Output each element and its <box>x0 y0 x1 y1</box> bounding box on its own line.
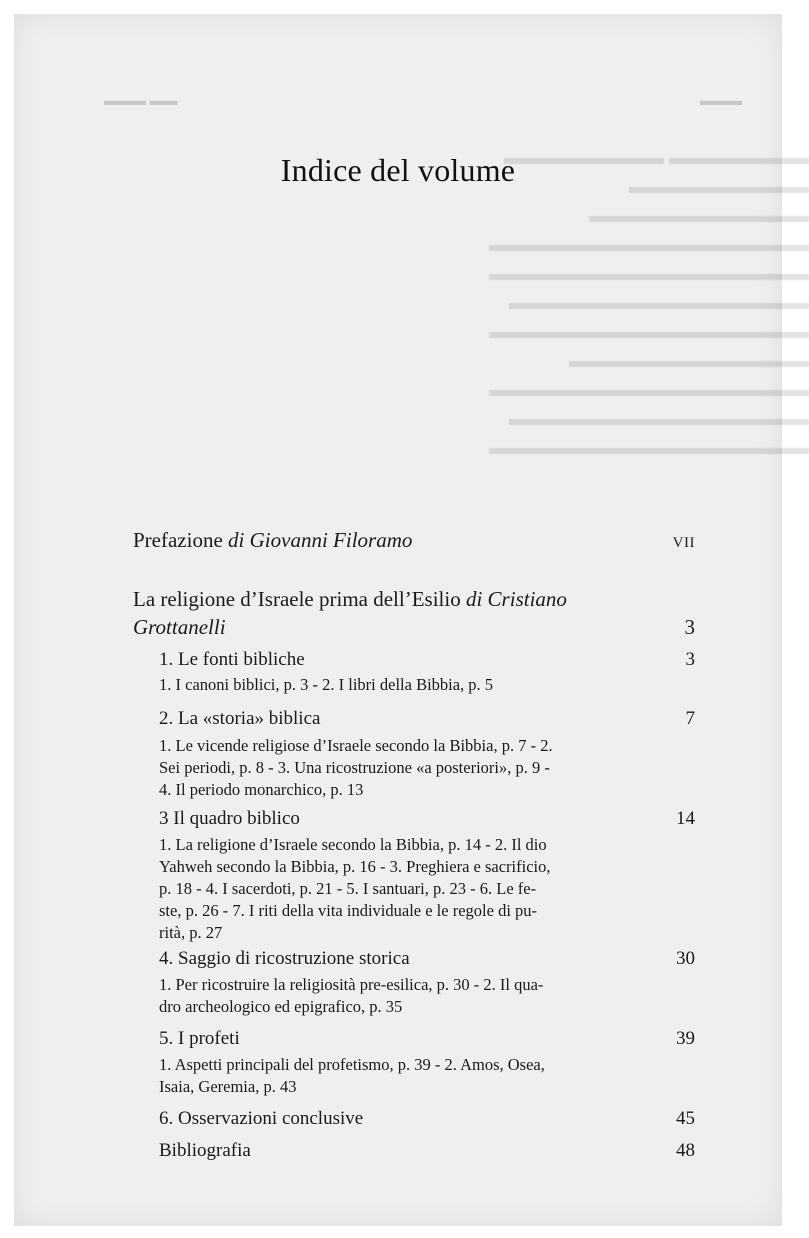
toc-entry-page: 3 <box>684 615 695 639</box>
toc-section-1[interactable] <box>159 647 695 673</box>
section-4-subentries <box>159 974 669 1018</box>
section-page: 39 <box>676 1028 695 1049</box>
section-page: 30 <box>676 948 695 969</box>
subentry-line: 1. Aspetti principali del profetismo, p. 39 - 2. Amos, Osea, <box>159 1055 545 1074</box>
chapter-author-continued: Grottanelli <box>133 615 226 639</box>
subentry-line: p. 18 - 4. I sacerdoti, p. 21 - 5. I santuari, p. 23 - 6. Le fe- <box>159 879 537 898</box>
toc-entry-page: VII <box>672 535 695 551</box>
toc-entry-chapter[interactable] <box>133 585 695 641</box>
toc-entry-label: Prefazione di Giovanni Filoramo <box>133 528 413 552</box>
subentry-line: Sei periodi, p. 8 - 3. Una ricostruzione «a posteriori», p. 9 - <box>159 758 550 777</box>
toc-entry-preface[interactable] <box>133 526 695 557</box>
section-title: Bibliografia <box>159 1140 251 1161</box>
toc-section-5[interactable] <box>159 1026 695 1052</box>
section-3-subentries <box>159 834 669 944</box>
section-page: 14 <box>676 808 695 829</box>
toc-section-4[interactable] <box>159 946 695 972</box>
toc-section-3[interactable] <box>159 806 695 832</box>
show-through-text: ▬▬▬▬▬▬▬ ▬▬▬▬▬▬▬▬ ▬▬▬▬▬▬▬▬▬ ▬▬▬▬▬▬▬▬▬▬▬ ▬▬▬▬▬▬▬▬▬▬▬▬▬▬▬▬ ▬▬▬▬▬▬▬▬▬▬▬▬▬▬▬▬ ▬▬▬▬▬▬▬▬▬▬▬▬▬▬▬ ▬▬▬▬▬▬▬▬▬▬▬▬▬▬▬▬ ▬▬▬▬▬▬▬▬▬▬▬▬ ▬▬▬▬▬▬▬▬▬▬▬▬▬▬▬▬ ▬▬▬▬▬▬▬▬▬▬▬▬▬▬▬ ▬▬▬▬▬▬▬▬▬▬▬▬▬▬▬▬ <box>489 147 809 459</box>
toc-section-bibliography[interactable] <box>159 1138 695 1164</box>
section-1-subentries <box>159 674 669 696</box>
section-5-subentries <box>159 1054 669 1098</box>
subentry-line: 1. Le vicende religiose d’Israele secondo la Bibbia, p. 7 - 2. <box>159 736 553 755</box>
subentry-line: Isaia, Geremia, p. 43 <box>159 1077 297 1096</box>
toc-section-6[interactable] <box>159 1106 695 1132</box>
section-title: 2. La «storia» biblica <box>159 708 321 729</box>
chapter-title: La religione d’Israele prima dell’Esilio <box>133 587 461 611</box>
subentry-line: 1. Per ricostruire la religiosità pre-esilica, p. 30 - 2. Il qua- <box>159 975 544 994</box>
subentry-line: ste, p. 26 - 7. I riti della vita individuale e le regole di pu- <box>159 901 538 920</box>
toc-section-2[interactable] <box>159 706 695 732</box>
section-page: 48 <box>676 1140 695 1161</box>
section-2-subentries <box>159 735 669 801</box>
subentry-line: 1. La religione d’Israele secondo la Bibbia, p. 14 - 2. Il dio <box>159 835 547 854</box>
book-page <box>14 14 809 1226</box>
subentry-line: 1. I canoni biblici, p. 3 - 2. I libri della Bibbia, p. 5 <box>159 675 494 694</box>
section-page: 45 <box>676 1108 695 1129</box>
subentry-line: dro archeologico ed epigrafico, p. 35 <box>159 997 403 1016</box>
page-title: Indice del volume <box>280 152 516 188</box>
section-title: 3 Il quadro biblico <box>159 808 300 829</box>
subentry-line: 4. Il periodo monarchico, p. 13 <box>159 780 364 799</box>
toc-entry-author: di Giovanni Filoramo <box>228 528 413 552</box>
section-title: 6. Osservazioni conclusive <box>159 1108 364 1129</box>
subentry-line: rità, p. 27 <box>159 923 223 942</box>
show-through-running-head: ▬▬▬ ▬▬ ▬▬▬ <box>104 94 742 109</box>
section-title: 1. Le fonti bibliche <box>159 649 305 670</box>
section-title: 4. Saggio di ricostruzione storica <box>159 948 410 969</box>
chapter-author: di Cristiano <box>465 587 567 611</box>
subentry-line: Yahweh secondo la Bibbia, p. 16 - 3. Preghiera e sacrificio, <box>159 857 551 876</box>
section-title: 5. I profeti <box>159 1028 240 1049</box>
section-page: 3 <box>685 649 695 670</box>
section-page: 7 <box>685 708 695 729</box>
